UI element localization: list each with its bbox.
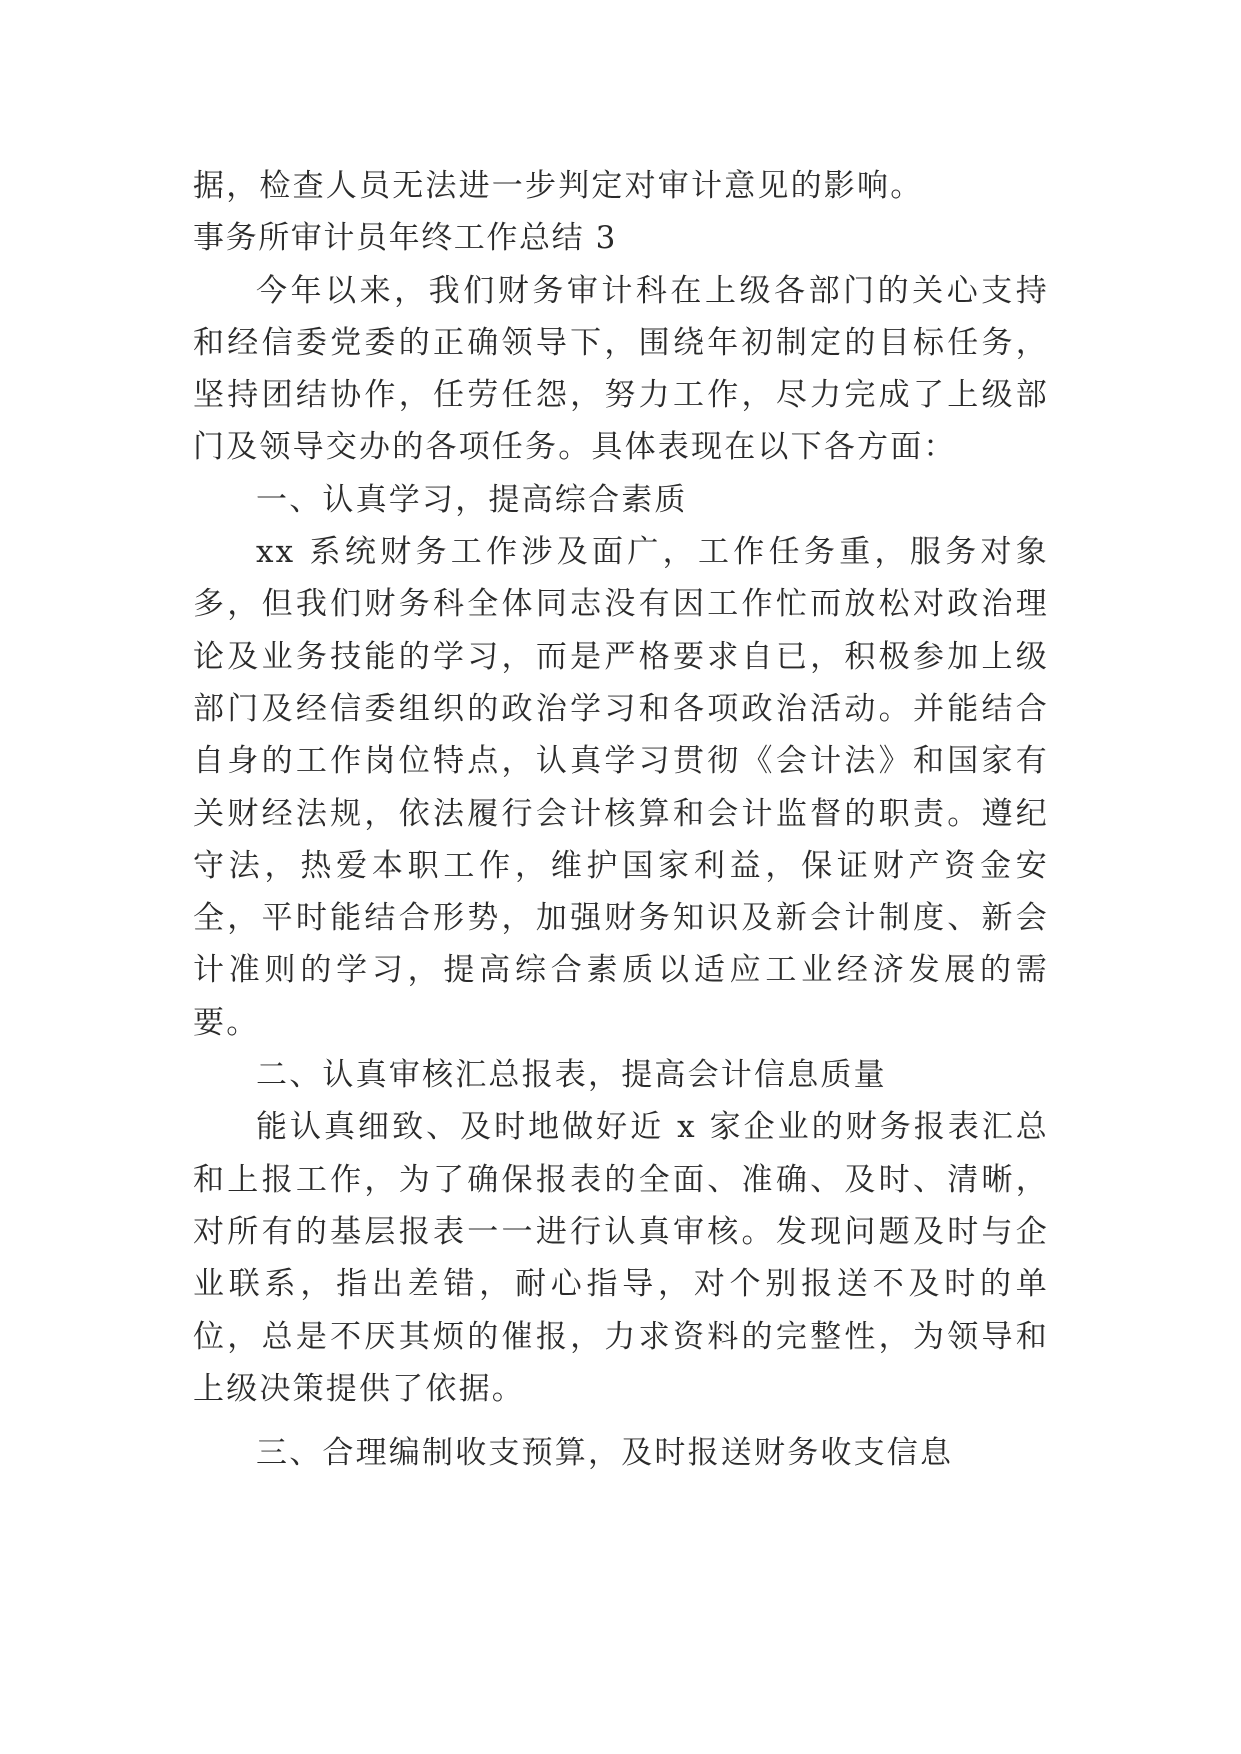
section-title: 事务所审计员年终工作总结 3: [193, 220, 617, 257]
paragraph-continuation: 据，检查人员无法进一步判定对审计意见的影响。: [193, 168, 924, 204]
heading-two: 二、认真审核汇总报表，提高会计信息质量: [256, 1057, 887, 1094]
document-body: [193, 160, 1049, 1479]
heading-three: 三、合理编制收支预算，及时报送财务收支信息: [256, 1435, 954, 1472]
paragraph-study: xx 系统财务工作涉及面广，工作任务重，服务对象多，但我们财务科全体同志没有因工作忙而放松对政治理论及业务技能的学习，而是严格要求自已，积极参加上级部门及经信委组织的政治学习和各项政治活动。并能结合自身的工作岗位特点，认真学习贯彻《会计法》和国家有关财经法规，依法履行会计核算和会计监督的职责。遵纪守法，热爱本职工作，维护国家利益，保证财产资金安全，平时能结合形势，加强财务知识及新会计制度、新会计准则的学习，提高综合素质以适应工业经济发展的需要。: [193, 534, 1049, 1041]
paragraph-reports: 能认真细致、及时地做好近 x 家企业的财务报表汇总和上报工作，为了确保报表的全面、准确、及时、清晰，对所有的基层报表一一进行认真审核。发现问题及时与企业联系，指出差错，耐心指导，对个别报送不及时的单位，总是不厌其烦的催报，力求资料的完整性，为领导和上级决策提供了依据。: [193, 1109, 1049, 1407]
heading-one: 一、认真学习，提高综合素质: [256, 481, 688, 518]
paragraph-intro: 今年以来，我们财务审计科在上级各部门的关心支持和经信委党委的正确领导下，围绕年初制定的目标任务，坚持团结协作，任劳任怨，努力工作，尽力完成了上级部门及领导交办的各项任务。具体表现在以下各方面：: [193, 272, 1049, 466]
